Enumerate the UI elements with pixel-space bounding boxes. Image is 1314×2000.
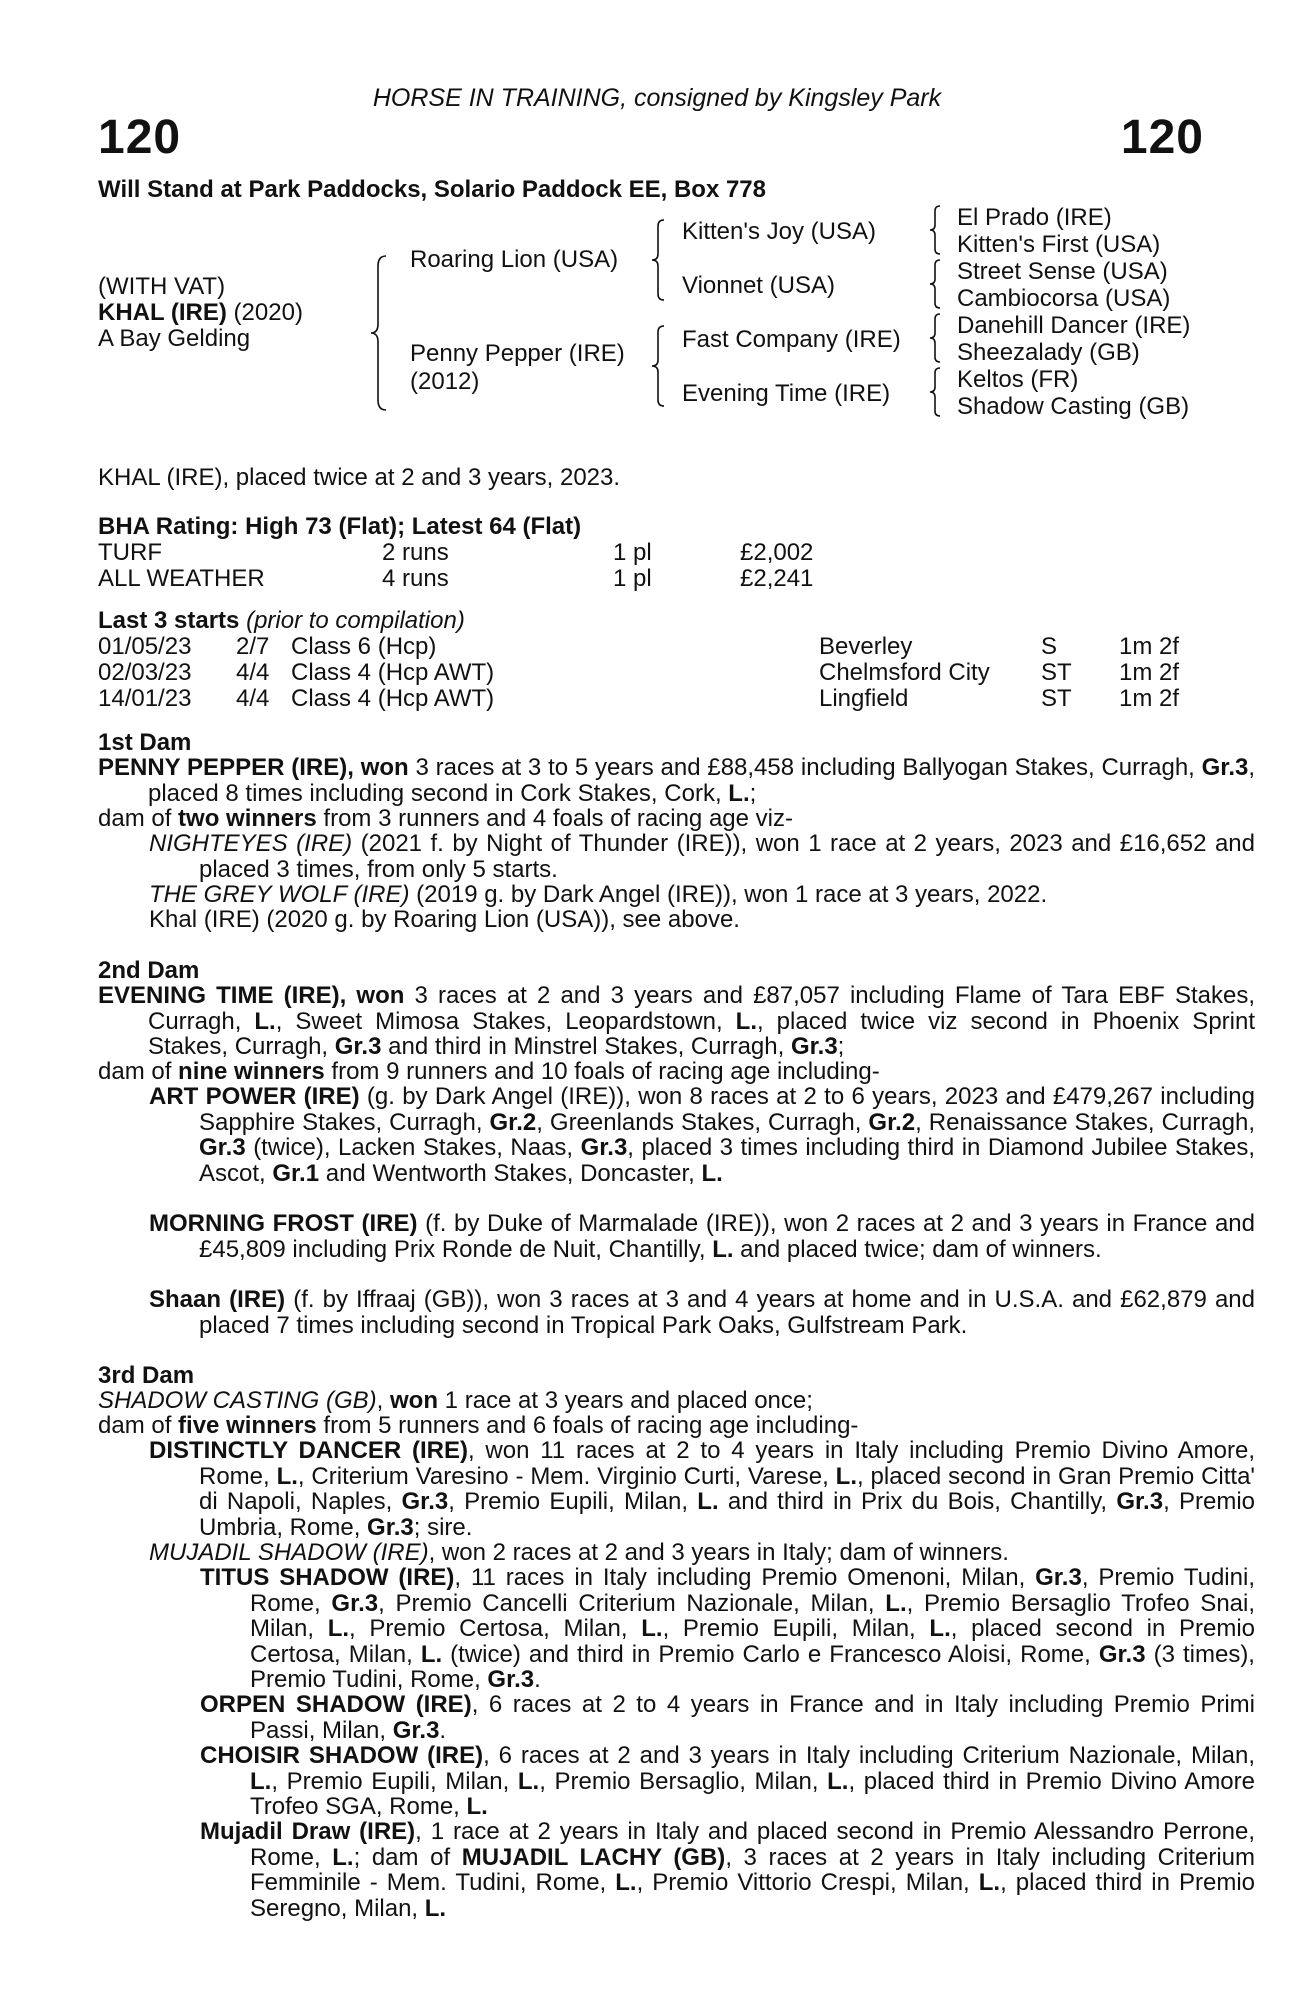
text-run: L. <box>420 1640 443 1668</box>
last-starts-heading <box>98 608 465 634</box>
last-starts-title: Last 3 starts <box>98 607 240 634</box>
first-dam-heading: 1st Dam <box>98 729 192 756</box>
start-course: Lingfield <box>819 685 909 712</box>
third-dam-record <box>98 1388 1205 1414</box>
text-run: , 1 race at 2 years in Italy and placed second in Premio Alessandro Perrone, Rome, <box>250 1818 1256 1871</box>
pedigree-g7: Keltos (FR) <box>957 366 1079 393</box>
text-run: L. <box>827 1767 849 1795</box>
pedigree-g8: Shadow Casting (GB) <box>957 393 1190 420</box>
text-run: L. <box>978 1869 1001 1896</box>
text-run: L. <box>517 1767 540 1795</box>
lot-number-right: 120 <box>1120 111 1204 164</box>
text-run: , placed 3 times including third in Diamond Jubilee Stakes, Ascot, <box>199 1134 1255 1187</box>
text-run: ; <box>749 779 757 807</box>
text-run: Gr.3 <box>487 1666 535 1693</box>
text-run: PENNY PEPPER (IRE) <box>98 754 348 781</box>
text-run: , <box>376 1387 391 1414</box>
text-run: from 5 runners and 6 foals of racing age including- <box>316 1412 859 1439</box>
catalogue-header: HORSE IN TRAINING, consigned by Kingsley Park <box>372 84 942 112</box>
start-course: Chelmsford City <box>819 659 990 686</box>
rating-runs: 2 runs <box>382 539 449 566</box>
text-run: , Premio Eupili, Milan, <box>662 1615 930 1642</box>
third-dam-produce-entry <box>149 1438 1255 1540</box>
text-run: won <box>356 982 405 1009</box>
text-run: ORPEN SHADOW (IRE) <box>200 1691 472 1718</box>
text-run: Gr.1 <box>272 1159 320 1187</box>
text-run: (twice), Lacken Stakes, Naas, <box>245 1134 581 1161</box>
text-run: SHADOW CASTING (GB) <box>98 1387 377 1414</box>
text-run: ; dam of <box>353 1843 462 1871</box>
start-distance: 1m 2f <box>1119 659 1180 686</box>
text-run: , Sweet Mimosa Stakes, Leopardstown, <box>275 1007 736 1035</box>
text-run: Gr.2 <box>868 1108 916 1136</box>
granddaughter-produce-entry <box>200 1692 1255 1743</box>
text-run: , placed third in Premio Seregno, Milan, <box>250 1869 1255 1922</box>
text-run: L. <box>332 1843 354 1871</box>
text-run: CHOISIR SHADOW (IRE) <box>200 1742 484 1769</box>
first-dam-produce-summary <box>98 806 1205 832</box>
text-run: from 3 runners and 4 foals of racing age viz- <box>316 805 793 832</box>
text-run: (twice) and third in Premio Carlo e Francesco Aloisi, Rome, <box>442 1640 1099 1668</box>
start-date: 14/01/23 <box>98 685 192 712</box>
text-run: , won 11 races at 2 to 4 years in Italy including Premio Divino Amore, Rome, <box>199 1437 1256 1490</box>
text-run: . <box>534 1666 541 1693</box>
text-run: (2019 g. by Dark Angel (IRE)), won 1 race at 3 years, 2022. <box>409 881 1048 908</box>
text-run: , Premio Vittorio Crespi, Milan, <box>636 1869 979 1896</box>
text-run: L. <box>929 1615 951 1642</box>
text-run: (2021 f. by Night of Thunder (IRE)), won 1 race at 2 years, 2023 and £16,652 and placed 3 times, from only 5 starts. <box>199 830 1255 883</box>
pedigree-brace-sire-dam <box>370 254 390 412</box>
horse-name: KHAL (IRE) <box>98 299 227 326</box>
text-run: (g. by Dark Angel (IRE)), won 8 races at 2 to 6 years, 2023 and £479,267 including Sapphire Stakes, Curragh, <box>199 1083 1255 1136</box>
text-run: Gr.3 <box>790 1033 838 1060</box>
text-run: L. <box>735 1007 757 1035</box>
text-run: Gr.3 <box>1201 754 1249 781</box>
text-run: DISTINCTLY DANCER (IRE) <box>149 1437 468 1464</box>
pedigree-dam-dam: Evening Time (IRE) <box>682 380 891 407</box>
text-run: won <box>360 754 409 781</box>
text-run: , 6 races at 2 and 3 years in Italy including Criterium Nazionale, Milan, <box>483 1742 1255 1769</box>
text-run: L. <box>701 1159 723 1187</box>
start-date: 01/05/23 <box>98 633 192 660</box>
text-run: Gr.3 <box>334 1033 382 1060</box>
text-run: . <box>439 1716 447 1744</box>
text-run: Gr.3 <box>331 1589 379 1617</box>
text-run: Khal (IRE) (2020 g. by Roaring Lion (USA)), see above. <box>149 906 740 933</box>
text-run: Mujadil Draw (IRE) <box>200 1818 416 1845</box>
pedigree-dam-year: (2012) <box>410 368 480 395</box>
text-run: , placed second in Gran Premio Citta' di Napoli, Naples, <box>199 1462 1255 1515</box>
horse-description: A Bay Gelding <box>98 325 251 352</box>
text-run: TITUS SHADOW (IRE) <box>200 1564 455 1591</box>
vat-note: (WITH VAT) <box>98 273 226 300</box>
pedigree-g5: Danehill Dancer (IRE) <box>957 312 1191 339</box>
text-run: nine winners <box>178 1058 325 1085</box>
text-run: , <box>339 982 357 1009</box>
first-dam-produce-entry <box>149 907 1205 933</box>
pedigree-brace-sire <box>650 218 668 302</box>
text-run: L. <box>697 1488 719 1515</box>
text-run: Gr.3 <box>1035 1564 1082 1591</box>
text-run: Shaan (IRE) <box>149 1286 286 1313</box>
text-run: L. <box>276 1462 298 1490</box>
second-dam-heading: 2nd Dam <box>98 957 200 984</box>
rating-placed: 1 pl <box>613 539 652 566</box>
start-position: 2/7 <box>236 633 270 660</box>
bha-rating-title: BHA Rating: High 73 (Flat); Latest 64 (Flat) <box>98 513 582 540</box>
third-dam-produce-summary <box>98 1413 1205 1439</box>
text-run: L. <box>424 1894 447 1922</box>
text-run: L. <box>466 1793 488 1820</box>
text-run: 3 races at 3 to 5 years and £88,458 including Ballyogan Stakes, Curragh, <box>408 754 1202 781</box>
text-run: MUJADIL LACHY (GB) <box>461 1843 726 1871</box>
text-run: L. <box>728 779 750 807</box>
granddaughter-produce-entry <box>200 1819 1255 1921</box>
rating-placed: 1 pl <box>613 565 652 592</box>
text-run: (3 times), Premio Tudini, Rome, <box>250 1640 1255 1693</box>
text-run: five winners <box>178 1412 317 1439</box>
second-dam-produce-entry <box>149 1084 1255 1186</box>
pedigree-g3: Street Sense (USA) <box>957 258 1168 285</box>
text-run: from 9 runners and 10 foals of racing age including- <box>324 1058 880 1085</box>
text-run: L. <box>835 1462 857 1490</box>
text-run: and third in Prix du Bois, Chantilly, <box>718 1488 1117 1515</box>
pedigree-g2: Kitten's First (USA) <box>957 231 1161 258</box>
pedigree-brace-g3 <box>928 312 944 364</box>
rating-surface: TURF <box>98 539 162 566</box>
text-run: Gr.3 <box>392 1716 440 1744</box>
pedigree-brace-g2 <box>928 258 944 310</box>
text-run: and placed twice; dam of winners. <box>733 1235 1102 1263</box>
start-distance: 1m 2f <box>1119 685 1180 712</box>
start-going: ST <box>1041 659 1072 686</box>
text-run: Gr.3 <box>199 1134 246 1161</box>
third-dam-heading: 3rd Dam <box>98 1362 195 1389</box>
text-run: won <box>390 1387 439 1414</box>
text-run: , Premio Eupili, Milan, <box>271 1767 518 1795</box>
first-dam-record <box>98 755 1255 806</box>
text-run: Gr.3 <box>401 1488 449 1515</box>
rating-prize: £2,241 <box>740 565 814 592</box>
rating-surface: ALL WEATHER <box>98 565 265 592</box>
text-run: , 6 races at 2 to 4 years in France and in Italy including Premio Primi Passi, Milan, <box>250 1691 1255 1744</box>
pedigree-sire: Roaring Lion (USA) <box>410 246 619 273</box>
pedigree-sire-dam: Vionnet (USA) <box>682 272 835 299</box>
text-run: Gr.3 <box>580 1134 628 1161</box>
text-run: ; sire. <box>413 1513 473 1541</box>
first-dam-produce-entry <box>149 831 1255 882</box>
pedigree-g1: El Prado (IRE) <box>957 204 1112 231</box>
pedigree-dam-sire: Fast Company (IRE) <box>682 326 901 353</box>
text-run: and third in Minstrel Stakes, Curragh, <box>381 1033 791 1060</box>
text-run: dam of <box>98 1058 179 1085</box>
start-position: 4/4 <box>236 659 270 686</box>
pedigree-brace-g4 <box>928 366 944 418</box>
third-dam-produce-entry <box>149 1540 1205 1566</box>
text-run: 1 race at 3 years and placed once; <box>438 1387 813 1414</box>
granddaughter-produce-entry <box>200 1565 1255 1693</box>
text-run: , Premio Cancelli Criterium Nazionale, Milan, <box>378 1589 886 1617</box>
text-run: , placed third in Premio Divino Amore Trofeo SGA, Rome, <box>250 1767 1255 1820</box>
text-run: , Premio Tudini, Rome, <box>250 1564 1255 1617</box>
text-run: , Greenlands Stakes, Curragh, <box>536 1108 869 1136</box>
text-run: (f. by Iffraaj (GB)), won 3 races at 3 and 4 years at home and in U.S.A. and £62,879 and placed 7 times including second in Tropical Park Oaks, Gulfstream Park. <box>199 1286 1255 1339</box>
lot-number-left: 120 <box>98 111 182 164</box>
text-run: , placed 8 times including second in Cork Stakes, Cork, <box>148 754 1256 807</box>
text-run: , 3 races at 2 years in Italy including Criterium Femminile - Mem. Tudini, Rome, <box>250 1843 1256 1896</box>
pedigree-g4: Cambiocorsa (USA) <box>957 285 1171 312</box>
second-dam-record <box>98 983 1255 1060</box>
start-going: ST <box>1041 685 1072 712</box>
text-run: L. <box>641 1615 663 1642</box>
text-run: , <box>347 754 361 781</box>
text-run: Gr.3 <box>1098 1640 1146 1668</box>
text-run: dam of <box>98 805 179 832</box>
pedigree-sire-sire: Kitten's Joy (USA) <box>682 218 876 245</box>
text-run: MUJADIL SHADOW (IRE) <box>149 1539 429 1566</box>
text-run: ART POWER (IRE) <box>149 1083 360 1110</box>
text-run: , won 2 races at 2 and 3 years in Italy; dam of winners. <box>428 1539 1009 1566</box>
first-dam-produce-entry <box>149 882 1205 908</box>
horse-year: (2020) <box>226 299 303 326</box>
start-distance: 1m 2f <box>1119 633 1180 660</box>
text-run: (f. by Duke of Marmalade (IRE)), won 2 races at 2 and 3 years in France and £45,809 including Prix Ronde de Nuit, Chantilly, <box>199 1210 1255 1263</box>
text-run: L. <box>885 1589 907 1617</box>
rating-runs: 4 runs <box>382 565 449 592</box>
text-run: EVENING TIME (IRE) <box>98 982 340 1009</box>
pedigree-brace-g1 <box>928 204 944 256</box>
pedigree-g6: Sheezalady (GB) <box>957 339 1140 366</box>
text-run: dam of <box>98 1412 179 1439</box>
text-run: , 11 races in Italy including Premio Omenoni, Milan, <box>454 1564 1036 1591</box>
horse-title <box>98 300 303 326</box>
second-dam-produce-summary <box>98 1059 1205 1085</box>
text-run: NIGHTEYES (IRE) <box>149 830 353 857</box>
text-run: , placed second in Premio Certosa, Milan, <box>250 1615 1256 1668</box>
text-run: Gr.2 <box>489 1108 537 1136</box>
horse-summary: KHAL (IRE), placed twice at 2 and 3 years, 2023. <box>98 464 621 491</box>
pedigree-brace-dam <box>650 324 668 408</box>
text-run: two winners <box>178 805 317 832</box>
text-run: , Premio Certosa, Milan, <box>349 1615 642 1642</box>
second-dam-produce-entry <box>149 1211 1255 1262</box>
text-run: L. <box>254 1007 276 1035</box>
start-position: 4/4 <box>236 685 270 712</box>
start-class: Class 6 (Hcp) <box>291 633 437 660</box>
text-run: L. <box>615 1869 637 1896</box>
text-run: THE GREY WOLF (IRE) <box>149 881 410 908</box>
start-date: 02/03/23 <box>98 659 192 686</box>
start-going: S <box>1041 633 1058 660</box>
second-dam-produce-entry <box>149 1287 1255 1338</box>
text-run: , Premio Bersaglio Trofeo Snai, Milan, <box>250 1589 1256 1642</box>
text-run: 3 races at 2 and 3 years and £87,057 including Flame of Tara EBF Stakes, Curragh, <box>148 982 1255 1035</box>
start-course: Beverley <box>819 633 913 660</box>
last-starts-subtitle: (prior to compilation) <box>239 607 465 634</box>
text-run: and Wentworth Stakes, Doncaster, <box>319 1159 702 1187</box>
text-run: , Premio Eupili, Milan, <box>448 1488 698 1515</box>
text-run: L. <box>712 1235 734 1263</box>
text-run: L. <box>327 1615 350 1642</box>
text-run: , Premio Umbria, Rome, <box>199 1488 1256 1541</box>
text-run: Gr.3 <box>1116 1488 1164 1515</box>
granddaughter-produce-entry <box>200 1743 1255 1820</box>
text-run: , placed twice viz second in Phoenix Sprint Stakes, Curragh, <box>148 1007 1256 1060</box>
text-run: , Criterium Varesino - Mem. Virginio Curti, Varese, <box>297 1462 836 1490</box>
text-run: MORNING FROST (IRE) <box>149 1210 418 1237</box>
text-run: , Premio Bersaglio, Milan, <box>539 1767 828 1795</box>
text-run: , Renaissance Stakes, Curragh, <box>915 1108 1255 1136</box>
start-class: Class 4 (Hcp AWT) <box>291 659 495 686</box>
text-run: Gr.3 <box>367 1513 414 1541</box>
rating-prize: £2,002 <box>740 539 814 566</box>
text-run: ; <box>837 1033 845 1060</box>
start-class: Class 4 (Hcp AWT) <box>291 685 495 712</box>
pedigree-dam: Penny Pepper (IRE) <box>410 340 625 367</box>
stand-location: Will Stand at Park Paddocks, Solario Paddock EE, Box 778 <box>98 176 767 203</box>
text-run: L. <box>250 1767 272 1795</box>
